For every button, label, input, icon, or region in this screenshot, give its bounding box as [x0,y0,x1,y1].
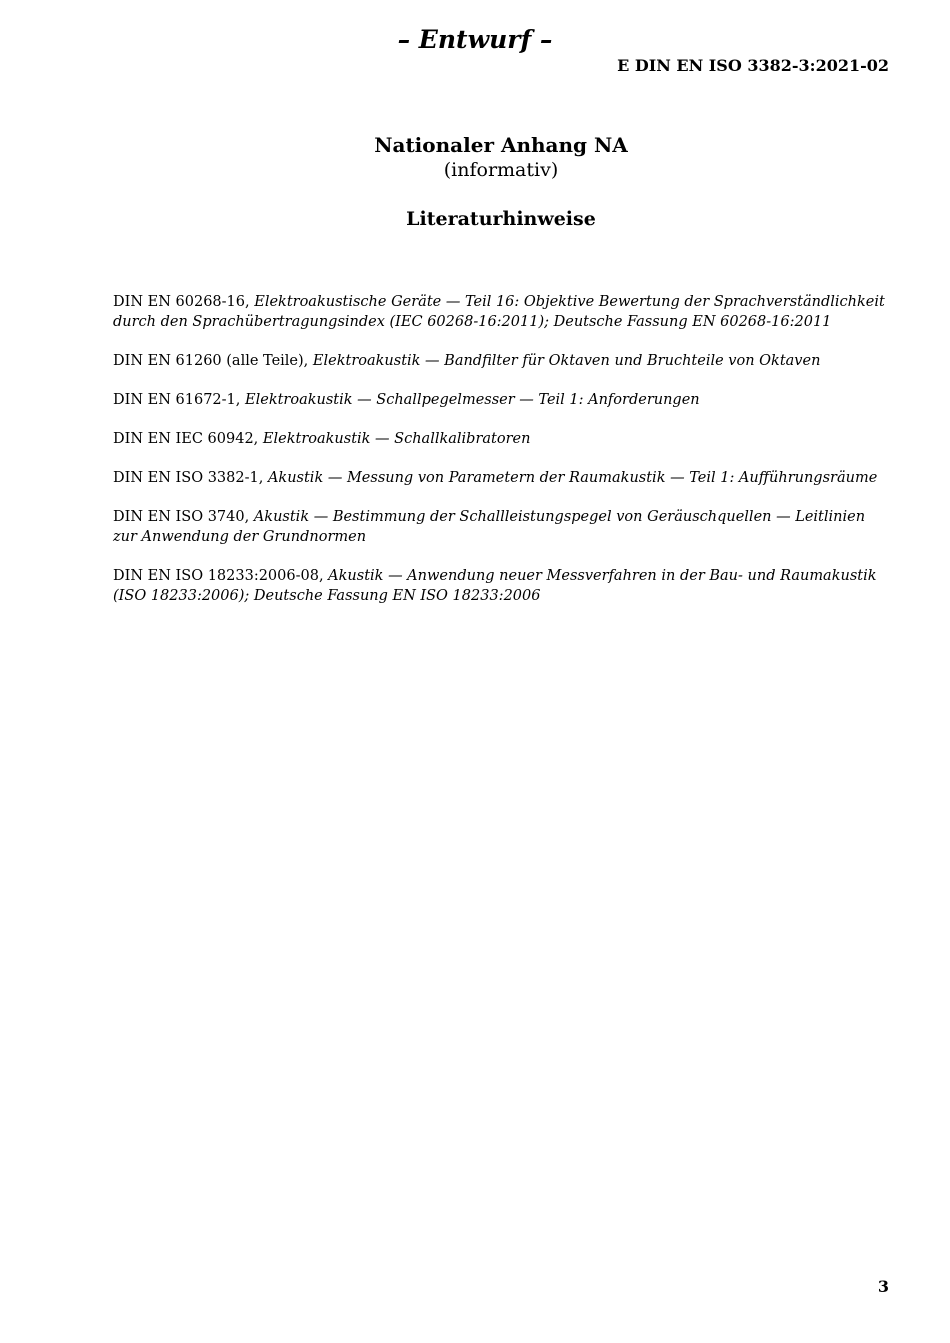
reference-item [113,292,893,332]
reference-title: Akustik — Messung von Parametern der Raumakustik — Teil 1: Aufführungsräume [267,470,878,486]
reference-title: Elektroakustik — Bandfilter für Oktaven und Bruchteile von Oktaven [312,353,821,369]
reference-designation: DIN EN ISO 18233:2006-08, [113,568,329,584]
reference-item [113,390,893,410]
draft-mark: – Entwurf – [397,25,553,54]
reference-title: Elektroakustische Geräte — Teil 16: Objektive Bewertung der Sprachverständlichkeit durch den Sprachübertragungsindex (IEC 60268-16:2011); Deutsche Fassung EN 60268-16:2011 [113,294,885,330]
reference-list [113,292,893,625]
document-id: E DIN EN ISO 3382-3:2021-02 [617,56,889,75]
section-title: Literaturhinweise [406,208,596,230]
reference-item [113,468,893,488]
reference-designation: DIN EN ISO 3740, [113,509,254,525]
reference-title: Akustik — Bestimmung der Schallleistungspegel von Geräuschquellen — Leitlinien zur Anwendung der Grundnormen [113,509,866,545]
reference-designation: DIN EN 60268-16, [113,294,255,310]
reference-item [113,429,893,449]
reference-title: Elektroakustik — Schallkalibratoren [262,431,531,447]
reference-designation: DIN EN 61260 (alle Teile), [113,353,313,369]
annex-subtitle: (informativ) [443,159,559,181]
reference-item [113,351,893,371]
reference-designation: DIN EN IEC 60942, [113,431,263,447]
page-number: 3 [877,1277,889,1296]
reference-title: Elektroakustik — Schallpegelmesser — Teil 1: Anforderungen [245,392,700,408]
reference-title: Akustik — Anwendung neuer Messverfahren in der Bau- und Raumakustik (ISO 18233:2006); Deutsche Fassung EN ISO 18233:2006 [113,568,877,604]
reference-designation: DIN EN 61672-1, [113,392,246,408]
reference-item [113,566,893,606]
reference-designation: DIN EN ISO 3382-1, [113,470,268,486]
reference-item [113,507,893,547]
annex-title: Nationaler Anhang NA [374,133,628,157]
